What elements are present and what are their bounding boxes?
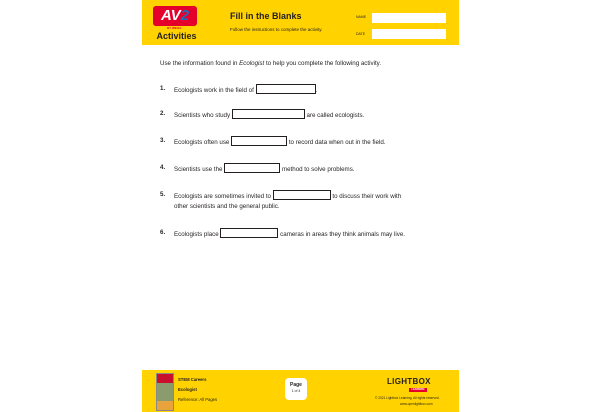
question-text [174,163,355,175]
date-field[interactable] [372,29,446,39]
book-cover-thumbnail [156,373,174,411]
question-text-after: to record data when out in the field. [287,139,386,146]
question-text-before: Ecologists work in the field of [174,87,256,94]
answer-blank-6[interactable] [220,228,278,238]
logo-activities-label: Activities [156,31,197,41]
question-number: 5. [160,191,166,198]
question-text-before: Scientists use the [174,166,225,173]
worksheet-subtitle: Follow the instructions to complete the activity. [230,27,323,32]
question-number: 1. [160,85,166,92]
question-text-line2: other scientists and the general public. [174,203,280,210]
question-text-after: to discuss their work with [330,193,402,200]
cover-band-middle [157,383,173,401]
intro-text-before: Use the information found in [160,60,240,67]
header-band [142,0,459,45]
question-text [174,136,385,148]
logo-subtext: BY WEIGL [167,26,182,30]
lightbox-logo: LIGHTBOX [387,377,431,386]
answer-blank-4[interactable] [224,163,280,173]
page-label: Page [290,382,302,388]
question-text-after: are called ecologists. [304,112,365,119]
question-text-after: . [315,87,318,94]
name-label: NAME [356,15,367,19]
question-text-after: method to solve problems. [280,166,355,173]
logo-number: 2 [180,7,190,24]
question-number: 6. [160,229,166,236]
question-text [174,84,317,96]
page-number: 1 of 4 [291,389,301,393]
question-number: 4. [160,164,166,171]
cover-band-top [157,374,173,383]
footer-book-title: Ecologist [178,387,197,392]
name-field[interactable] [372,13,446,23]
answer-blank-3[interactable] [231,136,287,146]
worksheet-page [142,0,459,412]
answer-blank-1[interactable] [256,84,316,94]
answer-blank-5[interactable] [273,190,331,200]
footer-reference: Reference: All Pages [178,397,218,402]
page-indicator [285,378,307,400]
question-text-before: Ecologists place [174,231,221,238]
question-number: 3. [160,137,166,144]
instructions [160,60,381,67]
cover-band-bottom [157,401,173,410]
date-label: DATE [356,32,366,36]
intro-text-after: to help you complete the following activity. [264,60,382,67]
lightbox-learning-tag: LEARNING [409,388,427,392]
logo-text: AV [160,7,181,24]
footer-band [142,370,459,412]
logo-badge [153,6,197,26]
copyright-text: © 2021 Lightbox Learning. All rights reserved. [375,396,440,400]
question-text [174,228,405,240]
footer-series: STEM Careers [178,377,207,382]
intro-book-title: Ecologist [239,60,265,67]
question-number: 2. [160,110,166,117]
question-text [174,109,364,121]
question-text [174,190,401,212]
question-text-after: cameras in areas they think animals may live. [278,231,405,238]
question-text-before: Ecologists are sometimes invited to [174,193,273,200]
question-text-before: Scientists who study [174,112,232,119]
question-text-before: Ecologists often use [174,139,232,146]
website-link[interactable]: www.openlightbox.com [400,402,433,406]
answer-blank-2[interactable] [232,109,305,119]
av2-logo [149,6,204,42]
worksheet-title: Fill in the Blanks [230,11,302,21]
